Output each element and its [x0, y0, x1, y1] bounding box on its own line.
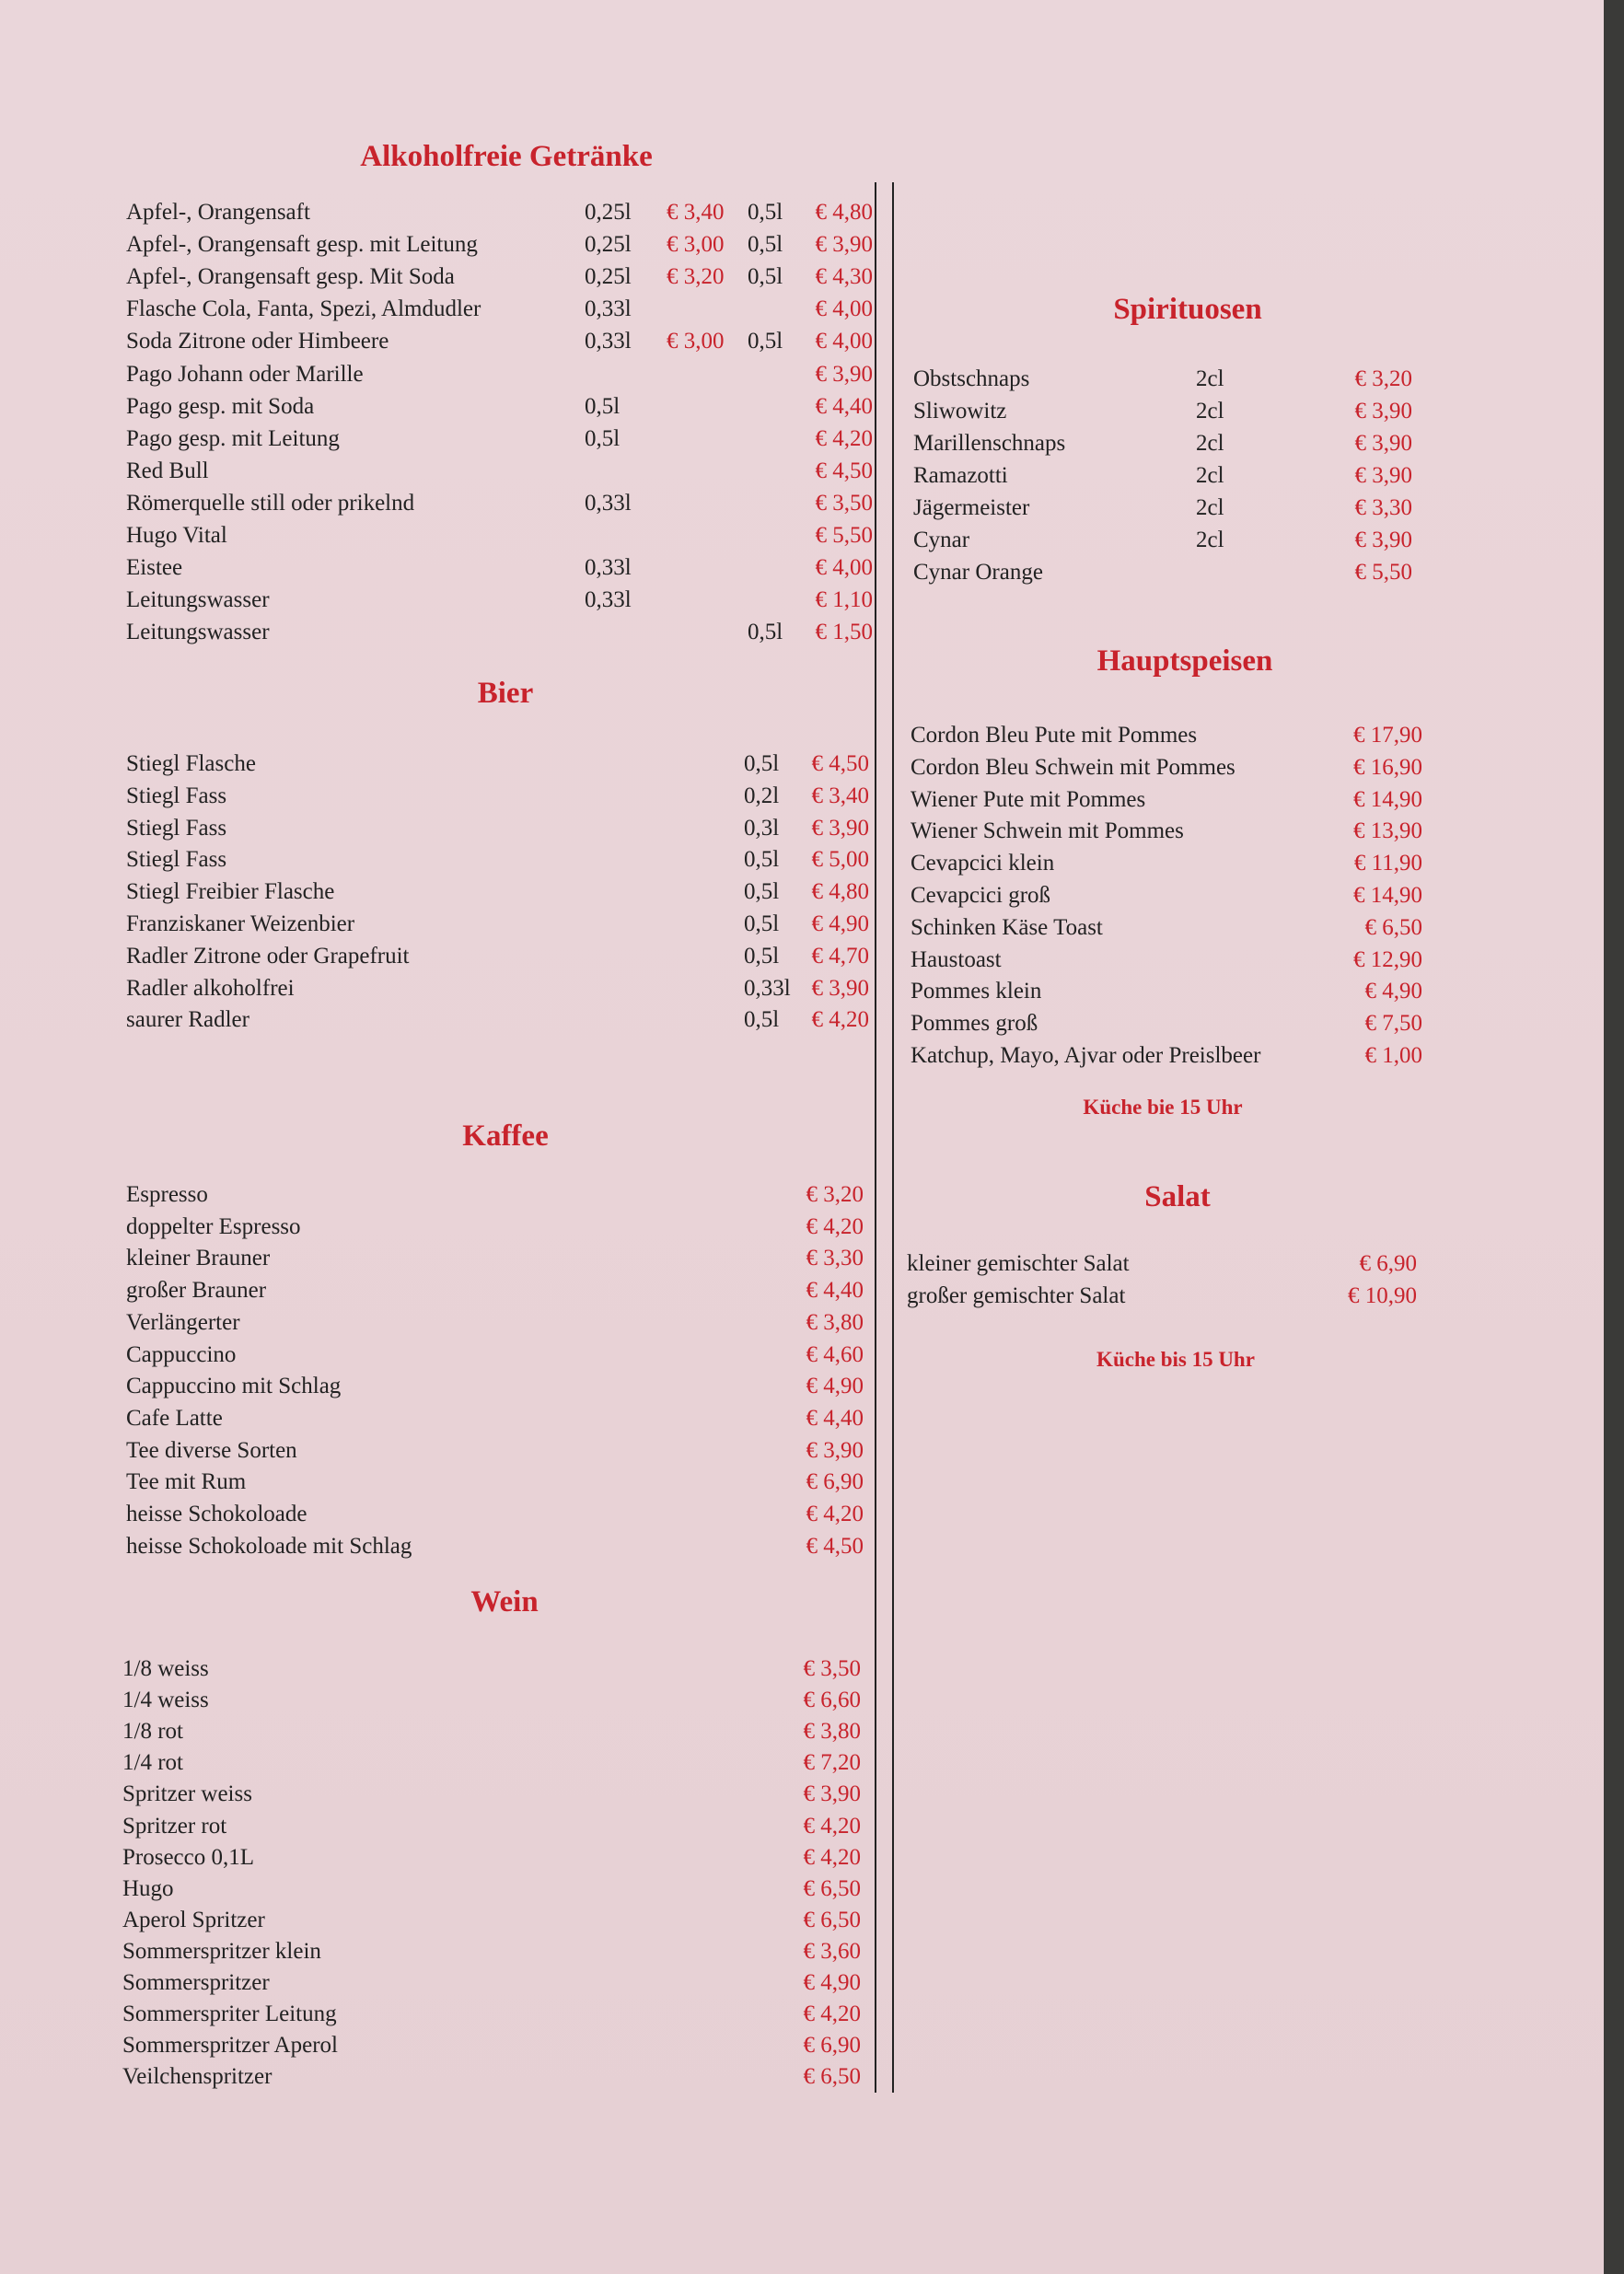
salat-item-price: € 6,90: [1359, 1251, 1417, 1276]
hauptspeisen-heading: Hauptspeisen: [1096, 644, 1273, 678]
alkoholfrei-item-size: 0,33l: [585, 296, 632, 322]
kaffee-item-name: Cafe Latte: [126, 1405, 223, 1431]
hauptspeisen-item-name: Cordon Bleu Pute mit Pommes: [911, 723, 1198, 748]
wein-item-name: Hugo: [122, 1875, 174, 1901]
alkoholfrei-item-price: € 1,50: [815, 620, 873, 645]
alkoholfrei-item-name: Red Bull: [126, 458, 209, 483]
alkoholfrei-item-price: € 1,10: [815, 587, 873, 613]
alkoholfrei-item-size: 0,5l: [748, 232, 783, 258]
kueche-note-hauptspeisen: Küche bie 15 Uhr: [1083, 1096, 1243, 1119]
kaffee-item-price: € 4,20: [806, 1502, 864, 1526]
hauptspeisen-item-price: € 13,90: [1353, 818, 1422, 844]
column-divider-right: [892, 182, 894, 2093]
spirituosen-item-size: 2cl: [1196, 463, 1224, 488]
bier-item-name: Stiegl Fass: [126, 783, 227, 808]
bier-item-size: 0,5l: [744, 847, 780, 873]
kaffee-item-price: € 4,20: [806, 1213, 864, 1239]
wein-item-price: € 3,60: [803, 1938, 861, 1964]
alkoholfrei-item-price: € 4,00: [815, 329, 873, 354]
alkoholfrei-item-price: € 3,00: [667, 232, 725, 258]
hauptspeisen-item-name: Haustoast: [911, 946, 1002, 972]
kaffee-item-price: € 3,30: [806, 1246, 864, 1271]
bier-item-price: € 4,70: [811, 943, 869, 969]
wein-item-name: Veilchenspritzer: [122, 2064, 273, 2090]
hauptspeisen-item-name: Cevapcici klein: [911, 851, 1055, 876]
bier-item-price: € 4,80: [811, 879, 869, 905]
wein-item-name: Aperol Spritzer: [122, 1907, 265, 1932]
bier-item-name: Radler Zitrone oder Grapefruit: [126, 943, 410, 969]
hauptspeisen-item-price: € 11,90: [1353, 851, 1422, 876]
kaffee-item-price: € 3,20: [806, 1182, 864, 1207]
spirituosen-item-price: € 3,90: [1354, 431, 1412, 456]
hauptspeisen-item-name: Schinken Käse Toast: [911, 914, 1103, 940]
wein-item-price: € 6,90: [803, 2033, 861, 2059]
alkoholfrei-item-price: € 3,50: [815, 490, 873, 516]
kaffee-item-name: doppelter Espresso: [126, 1213, 301, 1239]
spirituosen-item-name: Obstschnaps: [913, 366, 1030, 391]
bier-heading: Bier: [477, 677, 534, 710]
wein-item-price: € 3,80: [803, 1719, 861, 1745]
kaffee-item-price: € 4,40: [806, 1278, 864, 1304]
salat-item-name: kleiner gemischter Salat: [907, 1251, 1130, 1276]
alkoholfrei-item-price: € 3,40: [667, 200, 725, 225]
alkoholfrei-item-name: Hugo Vital: [126, 523, 227, 548]
kaffee-item-name: Tee diverse Sorten: [126, 1437, 297, 1463]
kaffee-item-name: Verlängerter: [126, 1309, 240, 1335]
salat-item-price: € 10,90: [1348, 1282, 1417, 1308]
kueche-note-salat: Küche bis 15 Uhr: [1096, 1348, 1255, 1371]
alkoholfrei-item-price: € 5,50: [815, 523, 873, 548]
kaffee-heading: Kaffee: [462, 1120, 549, 1153]
bier-item-price: € 4,90: [811, 911, 869, 936]
kaffee-item-name: heisse Schokoloade mit Schlag: [126, 1533, 412, 1559]
wein-item-name: Prosecco 0,1L: [122, 1844, 255, 1870]
wein-item-price: € 4,20: [803, 2001, 861, 2027]
alkoholfrei-item-size: 0,33l: [585, 555, 632, 581]
alkoholfrei-item-name: Flasche Cola, Fanta, Spezi, Almdudler: [126, 296, 481, 322]
spirituosen-item-size: 2cl: [1196, 366, 1224, 391]
bier-item-price: € 3,40: [811, 783, 869, 808]
alkoholfrei-item-price: € 4,30: [815, 264, 873, 290]
kaffee-item-price: € 3,80: [806, 1309, 864, 1335]
wein-item-price: € 6,60: [803, 1688, 861, 1713]
wein-item-name: Sommerspritzer klein: [122, 1938, 321, 1964]
spirituosen-item-name: Marillenschnaps: [913, 431, 1066, 456]
bier-item-name: Stiegl Flasche: [126, 751, 256, 776]
wein-item-name: Sommerspritzer Aperol: [122, 2033, 338, 2059]
bier-item-price: € 4,50: [811, 751, 869, 776]
bier-item-size: 0,5l: [744, 911, 780, 936]
alkoholfrei-item-name: Apfel-, Orangensaft gesp. mit Leitung: [126, 232, 478, 258]
hauptspeisen-item-price: € 4,90: [1364, 979, 1422, 1004]
spirituosen-item-price: € 5,50: [1354, 560, 1412, 585]
alkoholfrei-item-price: € 4,80: [815, 200, 873, 225]
spirituosen-item-name: Ramazotti: [913, 463, 1008, 488]
alkoholfrei-item-name: Soda Zitrone oder Himbeere: [126, 329, 389, 354]
alkoholfrei-item-size: 0,33l: [585, 490, 632, 516]
hauptspeisen-item-name: Cevapcici groß: [911, 883, 1051, 908]
hauptspeisen-item-name: Cordon Bleu Schwein mit Pommes: [911, 754, 1235, 780]
bier-item-size: 0,5l: [744, 1007, 780, 1033]
kaffee-item-name: kleiner Brauner: [126, 1246, 271, 1271]
hauptspeisen-item-name: Pommes groß: [911, 1011, 1038, 1037]
kaffee-item-name: Espresso: [126, 1182, 208, 1207]
spirituosen-item-price: € 3,90: [1354, 528, 1412, 552]
kaffee-item-name: großer Brauner: [126, 1278, 267, 1304]
kaffee-item-price: € 4,60: [806, 1341, 864, 1367]
alkoholfrei-item-size: 0,5l: [748, 200, 783, 225]
spirituosen-item-size: 2cl: [1196, 528, 1224, 552]
kaffee-item-name: Cappuccino mit Schlag: [126, 1374, 342, 1399]
alkoholfrei-item-size: 0,33l: [585, 587, 632, 613]
alkoholfrei-item-price: € 4,00: [815, 296, 873, 322]
bier-item-price: € 5,00: [811, 847, 869, 873]
alkoholfrei-item-name: Eistee: [126, 555, 183, 581]
wein-item-price: € 4,90: [803, 1970, 861, 1995]
kaffee-item-price: € 4,50: [806, 1533, 864, 1559]
bier-item-name: Radler alkoholfrei: [126, 975, 295, 1001]
spirituosen-item-price: € 3,90: [1354, 399, 1412, 423]
kaffee-item-price: € 4,90: [806, 1374, 864, 1399]
spirituosen-item-name: Sliwowitz: [913, 399, 1007, 423]
spirituosen-item-price: € 3,20: [1354, 366, 1412, 391]
alkoholfrei-item-price: € 4,40: [815, 393, 873, 419]
spirituosen-item-price: € 3,30: [1354, 495, 1412, 520]
alkoholfrei-item-size: 0,5l: [585, 425, 621, 451]
spirituosen-item-size: 2cl: [1196, 495, 1224, 520]
alkoholfrei-item-name: Pago Johann oder Marille: [126, 361, 364, 387]
kaffee-item-name: Tee mit Rum: [126, 1469, 247, 1495]
wein-item-price: € 4,20: [803, 1844, 861, 1870]
bier-item-name: Stiegl Fass: [126, 815, 227, 841]
bier-item-size: 0,5l: [744, 943, 780, 969]
column-divider-left: [875, 182, 876, 2093]
salat-heading: Salat: [1144, 1180, 1211, 1213]
wein-item-price: € 7,20: [803, 1750, 861, 1776]
bier-item-size: 0,2l: [744, 783, 780, 808]
spirituosen-item-price: € 3,90: [1354, 463, 1412, 488]
wein-item-name: Spritzer rot: [122, 1813, 227, 1839]
kaffee-item-price: € 6,90: [806, 1469, 864, 1495]
wein-item-name: 1/4 weiss: [122, 1688, 209, 1713]
hauptspeisen-item-price: € 12,90: [1353, 946, 1422, 972]
kaffee-item-name: Cappuccino: [126, 1341, 237, 1367]
bier-item-name: Franziskaner Weizenbier: [126, 911, 355, 936]
hauptspeisen-item-price: € 7,50: [1364, 1011, 1422, 1037]
spirituosen-item-name: Cynar: [913, 528, 970, 552]
bier-item-size: 0,5l: [744, 751, 780, 776]
alkoholfrei-item-name: Apfel-, Orangensaft: [126, 200, 310, 225]
alkoholfrei-item-name: Römerquelle still oder prikelnd: [126, 490, 415, 516]
bier-item-size: 0,3l: [744, 815, 780, 841]
alkoholfrei-item-size: 0,5l: [585, 393, 621, 419]
alkoholfrei-item-size: 0,5l: [748, 620, 783, 645]
wein-item-name: Sommerspriter Leitung: [122, 2001, 337, 2027]
spirituosen-item-size: 2cl: [1196, 431, 1224, 456]
alkoholfrei-item-price: € 4,50: [815, 458, 873, 483]
wein-item-price: € 6,50: [803, 2064, 861, 2090]
alkoholfrei-item-size: 0,33l: [585, 329, 632, 354]
hauptspeisen-item-name: Pommes klein: [911, 979, 1042, 1004]
alkoholfrei-item-size: 0,5l: [748, 329, 783, 354]
bier-item-name: Stiegl Freibier Flasche: [126, 879, 335, 905]
bier-item-name: Stiegl Fass: [126, 847, 227, 873]
hauptspeisen-item-price: € 1,00: [1364, 1043, 1422, 1068]
alkoholfrei-item-size: 0,5l: [748, 264, 783, 290]
wein-item-name: Sommerspritzer: [122, 1970, 270, 1995]
alkoholfrei-item-size: 0,25l: [585, 200, 632, 225]
spirituosen-item-name: Jägermeister: [913, 495, 1030, 520]
alkoholfrei-item-price: € 3,90: [815, 361, 873, 387]
hauptspeisen-item-price: € 14,90: [1353, 786, 1422, 812]
wein-item-name: 1/4 rot: [122, 1750, 183, 1776]
wein-item-price: € 3,50: [803, 1656, 861, 1681]
bier-item-size: 0,33l: [744, 975, 791, 1001]
alkoholfrei-item-name: Pago gesp. mit Soda: [126, 393, 315, 419]
wein-item-name: 1/8 weiss: [122, 1656, 209, 1681]
kaffee-item-name: heisse Schokoloade: [126, 1502, 307, 1526]
wein-item-price: € 4,20: [803, 1813, 861, 1839]
alkoholfrei-item-price: € 3,00: [667, 329, 725, 354]
hauptspeisen-item-price: € 16,90: [1353, 754, 1422, 780]
hauptspeisen-item-name: Wiener Pute mit Pommes: [911, 786, 1146, 812]
wein-item-price: € 6,50: [803, 1907, 861, 1932]
hauptspeisen-item-price: € 6,50: [1364, 914, 1422, 940]
alkoholfrei-heading: Alkoholfreie Getränke: [360, 140, 653, 173]
alkoholfrei-item-price: € 3,20: [667, 264, 725, 290]
alkoholfrei-item-size: 0,25l: [585, 232, 632, 258]
bier-item-name: saurer Radler: [126, 1007, 249, 1033]
alkoholfrei-item-price: € 4,20: [815, 425, 873, 451]
hauptspeisen-item-name: Wiener Schwein mit Pommes: [911, 818, 1184, 844]
wein-item-price: € 3,90: [803, 1781, 861, 1807]
spirituosen-heading: Spirituosen: [1113, 293, 1262, 326]
alkoholfrei-item-size: 0,25l: [585, 264, 632, 290]
wein-item-name: Spritzer weiss: [122, 1781, 252, 1807]
hauptspeisen-item-price: € 17,90: [1353, 723, 1422, 748]
alkoholfrei-item-name: Leitungswasser: [126, 587, 270, 613]
kaffee-item-price: € 3,90: [806, 1437, 864, 1463]
hauptspeisen-item-price: € 14,90: [1353, 883, 1422, 908]
bier-item-price: € 3,90: [811, 975, 869, 1001]
wein-item-price: € 6,50: [803, 1875, 861, 1901]
alkoholfrei-item-name: Apfel-, Orangensaft gesp. Mit Soda: [126, 264, 455, 290]
spirituosen-item-name: Cynar Orange: [913, 560, 1043, 585]
alkoholfrei-item-price: € 4,00: [815, 555, 873, 581]
hauptspeisen-item-name: Katchup, Mayo, Ajvar oder Preislbeer: [911, 1043, 1261, 1068]
alkoholfrei-item-name: Pago gesp. mit Leitung: [126, 425, 340, 451]
wein-item-name: 1/8 rot: [122, 1719, 183, 1745]
alkoholfrei-item-name: Leitungswasser: [126, 620, 270, 645]
bier-item-size: 0,5l: [744, 879, 780, 905]
spirituosen-item-size: 2cl: [1196, 399, 1224, 423]
alkoholfrei-item-price: € 3,90: [815, 232, 873, 258]
bier-item-price: € 3,90: [811, 815, 869, 841]
bier-item-price: € 4,20: [811, 1007, 869, 1033]
wein-heading: Wein: [470, 1585, 539, 1618]
salat-item-name: großer gemischter Salat: [907, 1282, 1126, 1308]
kaffee-item-price: € 4,40: [806, 1405, 864, 1431]
